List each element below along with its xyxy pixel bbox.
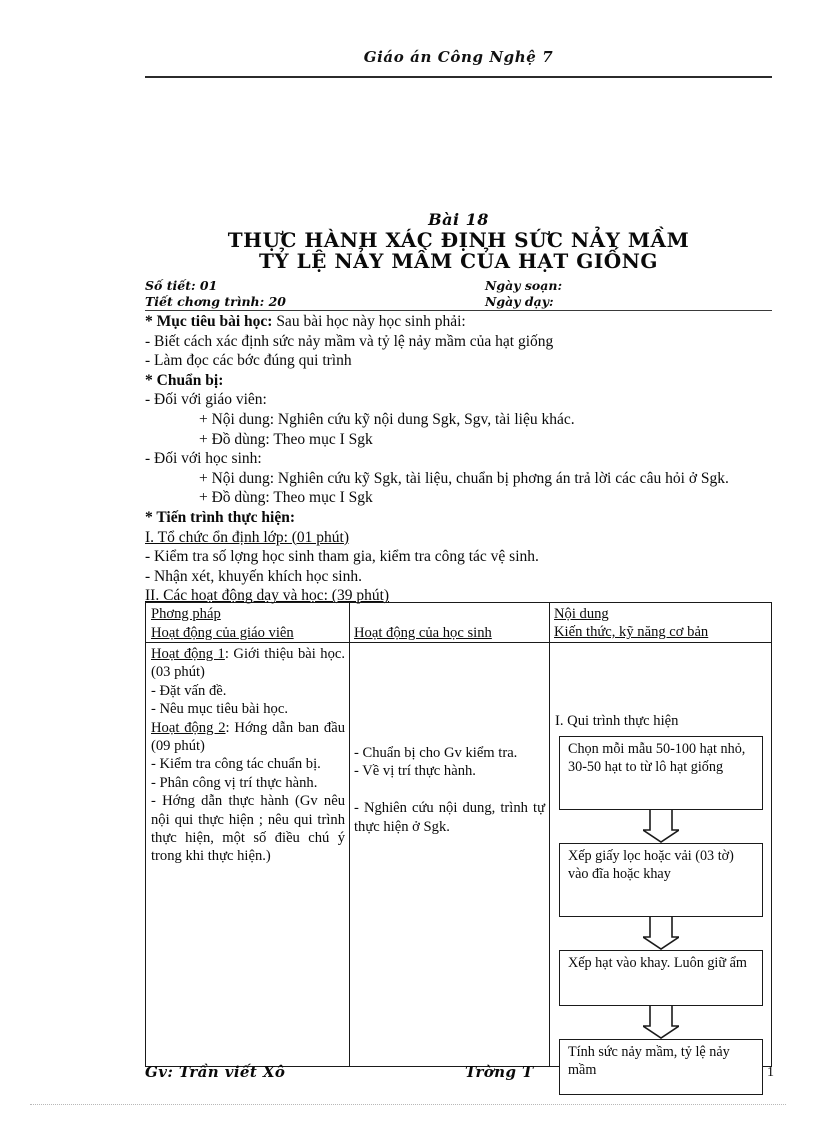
teacher-activity-4-text: : Hớng dẫn ban đầu (09 phút)	[151, 719, 345, 755]
student-activity-spacer	[354, 781, 545, 799]
teacher-activity-3: - Nêu mục tiêu bài học.	[151, 701, 288, 718]
title-line-2: TỶ LỆ NẢY MẦM CỦA HẠT GIỐNG	[258, 249, 658, 273]
lesson-meta	[145, 278, 772, 310]
flow-box-4: Tính sức nảy mầm, tỷ lệ nảy mầm	[559, 1039, 763, 1095]
footer-school: Trờng T	[465, 1063, 534, 1081]
teacher-activity-5: - Kiểm tra công tác chuẩn bị.	[151, 756, 321, 773]
teacher-activity-2: - Đặt vấn đề.	[151, 682, 227, 699]
footer-author: Gv: Trần viết Xô	[145, 1063, 286, 1081]
title-block	[145, 210, 772, 272]
table-header-student	[349, 623, 549, 642]
student-activity-2: - Về vị trí thực hành.	[354, 763, 476, 780]
section-ii-heading: II. Các hoạt động dạy và học: (39 phút)	[145, 587, 390, 605]
flow-box-1: Chọn mỗi mẫu 50-100 hạt nhỏ, 30-50 hạt to từ lô hạt giống	[559, 736, 763, 810]
preparation-teacher: - Đối với giáo viên:	[145, 391, 267, 409]
table-header-teacher	[146, 623, 349, 642]
preparation-student-content: + Nội dung: Nghiên cứu kỹ Sgk, tài liệu, chuẩn bị phơng án trả lời các câu hỏi ở Sgk.	[199, 469, 729, 487]
footer-page-number: 1	[767, 1065, 774, 1080]
table-header-content-label-2: Kiến thức, kỹ năng cơ bản	[554, 624, 709, 641]
objective-item-2: - Làm đọc các bớc đúng qui trình	[145, 352, 352, 370]
preparation-student-tools: + Đồ dùng: Theo mục I Sgk	[199, 489, 373, 507]
teacher-activity-4-label: Hoạt động 2	[151, 719, 226, 736]
down-arrow-icon	[643, 810, 679, 843]
down-arrow-icon	[643, 1006, 679, 1039]
section-i-item-1: - Kiểm tra số lợng học sinh tham gia, kiểm tra công tác vệ sinh.	[145, 548, 539, 566]
meta-tiet-chuong-trinh: Tiết chơng trình: 20	[145, 294, 286, 309]
table-header-content	[549, 604, 773, 642]
procedure-heading: * Tiến trình thực hiện:	[145, 508, 295, 526]
preparation-teacher-tools: + Đồ dùng: Theo mục I Sgk	[199, 430, 373, 448]
down-arrow-icon	[643, 917, 679, 950]
table-cell-teacher-activities	[146, 644, 349, 866]
running-header-text: Giáo án Công Nghệ 7	[363, 48, 554, 66]
table-header-method-label: Phơng pháp	[151, 606, 221, 622]
student-activity-1: - Chuẩn bị cho Gv kiểm tra.	[354, 745, 518, 761]
running-header	[145, 48, 772, 67]
meta-rule	[145, 310, 772, 311]
student-activity-3: - Nghiên cứu nội dung, trình tự thực hiện ở Sgk.	[354, 800, 545, 835]
meta-so-tiet: Số tiết: 01	[145, 278, 218, 293]
teacher-activity-7: - Hớng dẫn thực hành (Gv nêu nội qui thực hiện ; nêu qui trình thực hiện, một số điều chú ý trong khi thực hiện.)	[151, 793, 345, 865]
teacher-activity-6: - Phân công vị trí thực hành.	[151, 774, 318, 791]
footer-rule	[30, 1104, 786, 1105]
flow-arrow-1	[643, 810, 679, 843]
meta-ngay-soan: Ngày soạn:	[485, 278, 563, 293]
section-i-item-2: - Nhận xét, khuyến khích học sinh.	[145, 567, 362, 585]
section-i-heading: I. Tổ chức ổn định lớp: (01 phút)	[145, 528, 350, 546]
preparation-teacher-content: + Nội dung: Nghiên cứu kỹ nội dung Sgk, Sgv, tài liệu khác.	[199, 410, 575, 428]
objective-label: * Mục tiêu bài học:	[145, 313, 273, 330]
table-col-divider-2	[549, 603, 550, 1066]
objective-rest: Sau bài học này học sinh phải:	[272, 313, 466, 330]
flow-arrow-3	[643, 1006, 679, 1039]
flowchart-title: I. Qui trình thực hiện	[555, 713, 679, 729]
flow-box-2: Xếp giấy lọc hoặc vải (03 tờ) vào đĩa hoặc khay	[559, 843, 763, 917]
objective-heading	[145, 312, 772, 332]
page-footer	[145, 1063, 772, 1089]
teacher-activity-4	[151, 719, 345, 756]
meta-ngay-day: Ngày dạy:	[485, 294, 554, 309]
preparation-heading: * Chuẩn bị:	[145, 371, 224, 389]
teacher-activity-1-label: Hoạt động 1	[151, 646, 225, 662]
table-header-content-label-1: Nội dung	[554, 606, 609, 622]
flow-box-3: Xếp hạt vào khay. Luôn giữ ẩm	[559, 950, 763, 1006]
teacher-activity-1-text: : Giới thiệu bài học. (03 phút)	[151, 646, 345, 681]
title-line-1: THỰC HÀNH XÁC ĐỊNH SỨC NẢY MẦM	[227, 228, 690, 252]
teacher-activity-1	[151, 645, 345, 682]
preparation-student: - Đối với học sinh:	[145, 450, 262, 468]
table-header-teacher-label: Hoạt động của giáo viên	[151, 625, 294, 641]
lesson-number: Bài 18	[428, 210, 489, 229]
table-header-method	[146, 604, 549, 623]
table-header-student-label: Hoạt động của học sinh	[354, 625, 492, 641]
flow-arrow-2	[643, 917, 679, 950]
lesson-body	[145, 312, 772, 606]
table-cell-student-activities	[349, 743, 549, 836]
objective-item-1: - Biết cách xác định sức nảy mầm và tỷ lệ nảy mầm của hạt giống	[145, 332, 554, 350]
header-rule	[145, 76, 772, 78]
